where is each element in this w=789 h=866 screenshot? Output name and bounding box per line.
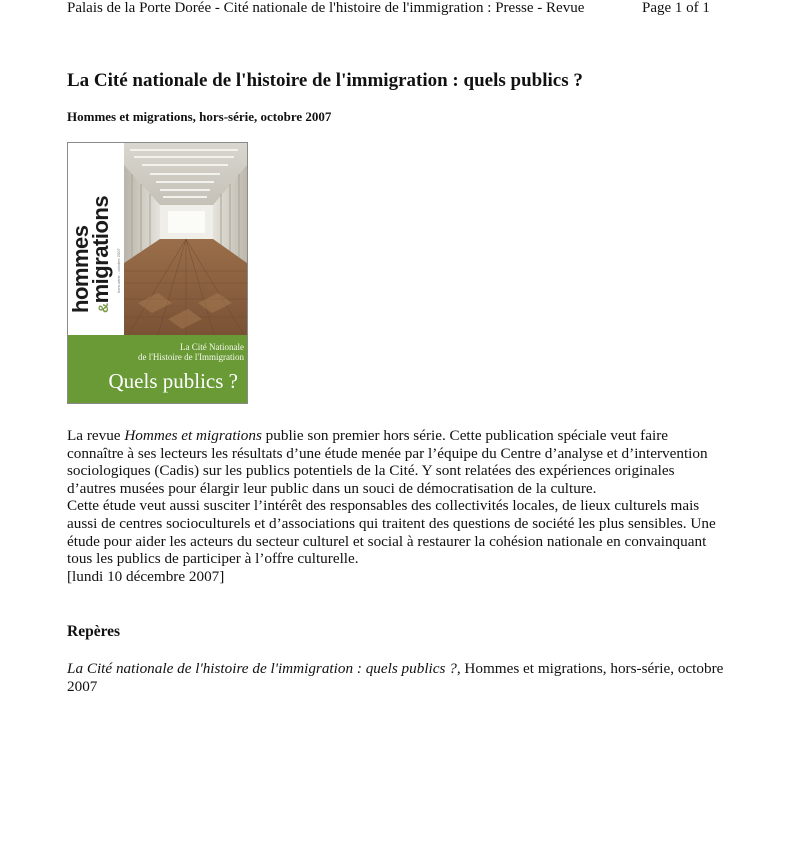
cover-logo [68,153,115,313]
cover-logo-migrations [88,153,113,313]
cover-logo-ampersand: & [95,303,111,313]
magazine-name: Hommes et migrations [124,427,262,444]
article-date: [lundi 10 décembre 2007] [67,567,225,585]
paragraph-2: Cette étude veut aussi susciter l’intérêt des responsables des collectivités locales, de lieux culturels mais aussi de centres socioculturels et d’associations qui traitent des questions de société les plus sensibles. Une étude pour aider les acteurs du secteur culturel et social à restaurer la cohésion nationale en convainquant tous les publics de participer à l’offre culturelle. [67,497,716,568]
magazine-cover-image [67,142,248,404]
cover-logo-hommes: hommes [68,225,93,313]
reference-details: , Hommes et migrations, hors-série, octobre 2007 [67,660,724,695]
cover-subtitle-line2: de l'Histoire de l'Immigration [138,352,244,362]
cover-logo-migrations-text: migrations [88,195,113,304]
page-number: Page 1 of 1 [642,0,710,16]
article-source: Hommes et migrations, hors-série, octobre 2007 [67,109,332,124]
article-title: La Cité nationale de l'histoire de l'immigration : quels publics ? [67,70,583,91]
reperes-heading: Repères [67,623,121,640]
reference-citation [67,660,727,695]
svg-text:hors-série - octobre 2007: hors-série - octobre 2007 [116,248,121,293]
paragraph-1 [67,427,717,497]
paragraph-1-prefix: La revue [67,427,125,444]
header-title: Palais de la Porte Dorée - Cité nationale de l'histoire de l'immigration : Presse - Revue [67,0,585,16]
cover-title: Quels publics ? [108,369,238,393]
article-body [67,427,717,585]
paragraph-1-rest: publie son premier hors série. Cette publication spéciale veut faire connaître à ses lecteurs les résultats d’une étude menée par l’équipe du Centre d’analyse et d’intervention sociologiques (Cadis) sur les publics potentiels de la Cité. Y sont relatées des expériences originales d’autres musées pour élargir leur public dans un souci de démocratisation de la culture. [67,427,708,497]
reference-title: La Cité nationale de l'histoire de l'immigration : quels publics ? [67,660,457,677]
cover-subtitle-line1: La Cité Nationale [180,342,244,352]
